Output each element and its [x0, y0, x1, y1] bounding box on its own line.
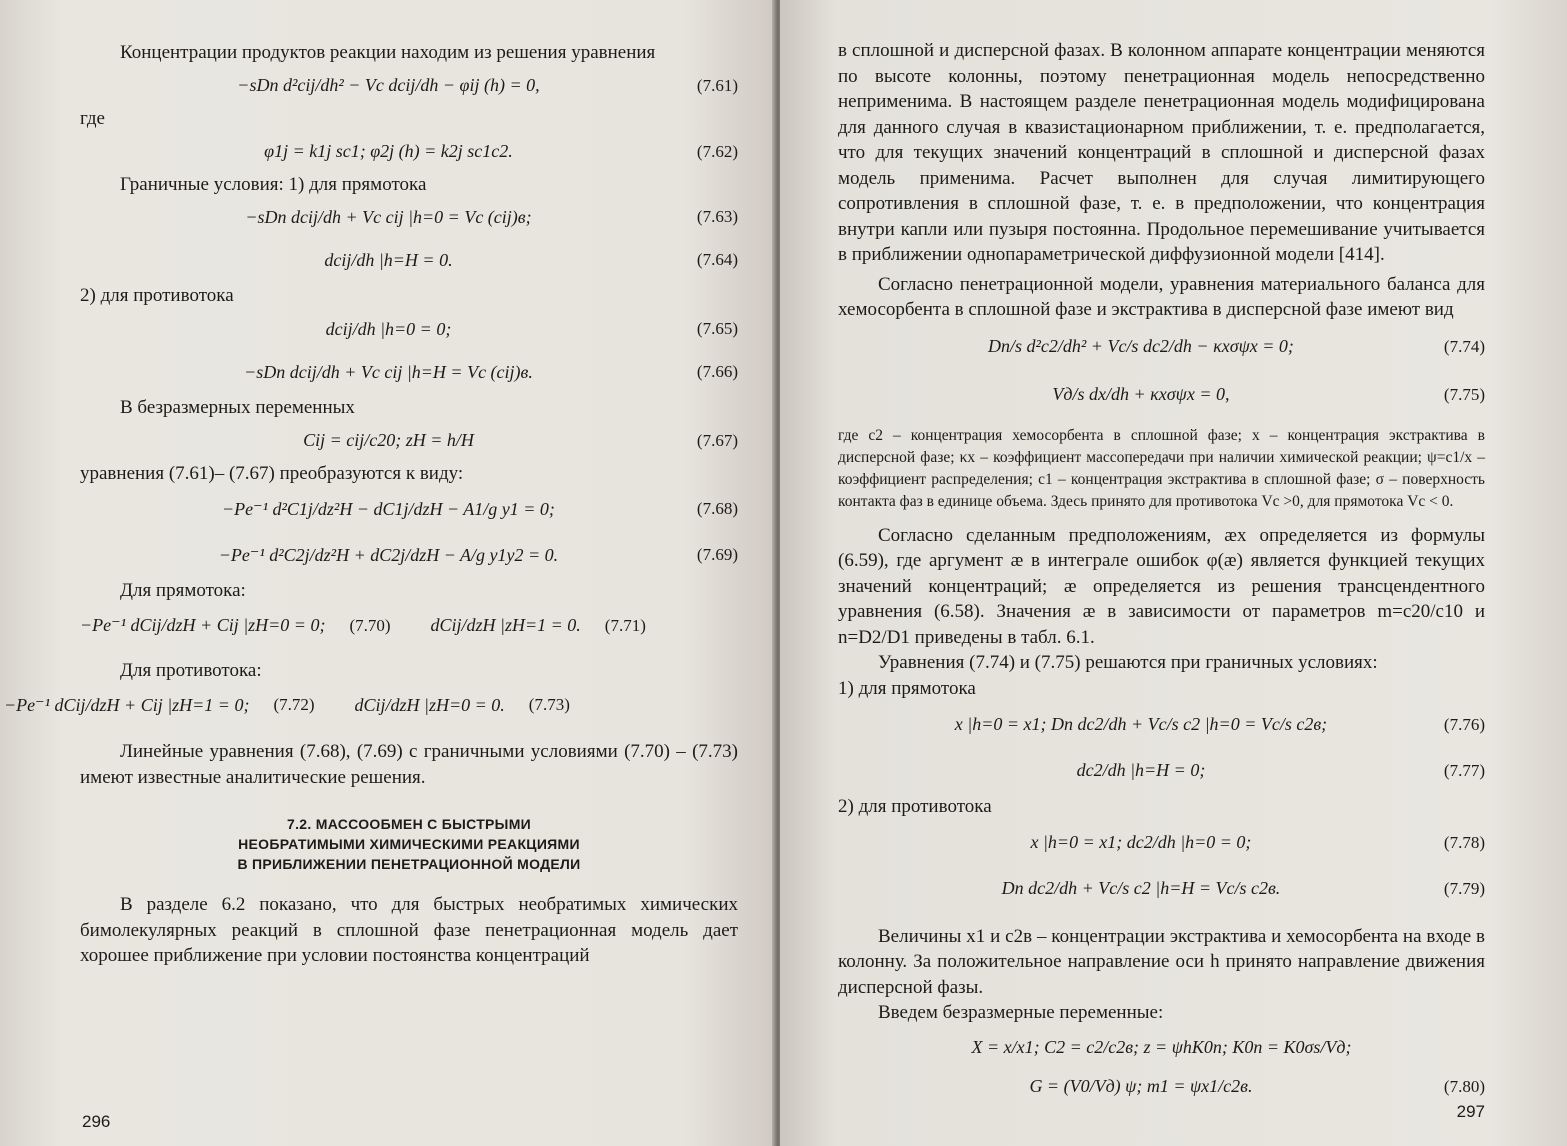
equation-body: −Pe⁻¹ dCij/dzH + Cij |zH=0 = 0;: [80, 615, 326, 635]
equation-7-63: [80, 197, 738, 237]
equation-body: Dп/s d²c2/dh² + Vc/s dc2/dh − κxσψx = 0;: [988, 336, 1294, 356]
equation-7-67: [80, 421, 738, 461]
section-heading: [80, 814, 738, 874]
equation-7-62: [80, 132, 738, 172]
equation-number: (7.73): [528, 695, 570, 714]
page-number: 296: [82, 1112, 111, 1131]
equation-body: −sDп dcij/dh + Vc cij |h=H = Vc (cij)в.: [244, 361, 533, 382]
paragraph: в сплошной и дисперсной фазах. В колонном аппарате концентрации меняются по высоте колонны, поэтому пенетрационная модель непосредственно неприменима. В настоящем разделе пенетрационная модель модифицирована для данного случая в квазистационарном приближении, т. е. предполагается, что для текущих значений концентраций в сплошной и дисперсной фазах модель применима. Расчет выполнен для случая лимитирующего сопротивления в сплошной фазе, т. е. в предположении, что концентрация внутри капли или пузыря постоянна. Продольное перемешивание учитывается в приближении однопараметрической диффузионной модели [414].: [838, 40, 1485, 265]
equation-body: x |h=0 = x1; Dп dc2/dh + Vc/s c2 |h=0 = Vc/s c2в;: [954, 714, 1328, 734]
label-countercurrent: 2) для противотока: [80, 285, 234, 306]
equation-7-79: [838, 866, 1485, 912]
equation-pair-7-72-7-73: [4, 683, 738, 727]
equation-body: x |h=0 = x1; dc2/dh |h=0 = 0;: [1030, 832, 1252, 852]
equation-pair-7-70-7-71: [80, 604, 738, 648]
equation-7-66: [80, 349, 738, 395]
equation-number: (7.76): [1443, 714, 1485, 734]
equation-7-77: [838, 748, 1485, 794]
section-heading-line: НЕОБРАТИМЫМИ ХИМИЧЕСКИМИ РЕАКЦИЯМИ: [238, 836, 580, 852]
paragraph: Граничные условия: 1) для прямотока: [120, 173, 427, 195]
equation-body: −sDп d²cij/dh² − Vc dcij/dh − φij (h) = 0,: [237, 75, 540, 95]
paragraph: Для противотока:: [120, 659, 262, 681]
paragraph: уравнения (7.61)– (7.67) преобразуются к виду:: [80, 462, 464, 484]
equation-number: (7.74): [1443, 336, 1485, 356]
equation-7-75: [838, 371, 1485, 419]
left-page: [0, 0, 776, 1146]
equation-7-69: [80, 532, 738, 578]
equation-body: φ1j = k1j sc1; φ2j (h) = k2j sc1c2.: [264, 141, 513, 161]
equation-body: Vд/s dx/dh + κxσψx = 0,: [1052, 384, 1230, 404]
paragraph: В безразмерных переменных: [120, 397, 355, 418]
equation-body: dCij/dzH |zH=1 = 0.: [430, 615, 581, 635]
equation-7-65: [80, 309, 738, 349]
equation-7-74: [838, 323, 1485, 371]
equation-body: dcij/dh |h=H = 0.: [324, 249, 453, 270]
equation-7-61: [80, 66, 738, 106]
equation-7-76: [838, 702, 1485, 748]
section-heading-line: В ПРИБЛИЖЕНИИ ПЕНЕТРАЦИОННОЙ МОДЕЛИ: [237, 856, 581, 872]
paragraph: Для прямотока:: [120, 580, 246, 601]
equation-body: dcij/dh |h=0 = 0;: [325, 318, 452, 339]
equation-body: −Pe⁻¹ d²C1j/dz²H − dC1j/dzH − A1/g y1 = 0;: [221, 498, 555, 519]
paragraph: Введем безразмерные переменные:: [878, 1002, 1164, 1023]
label-where: где: [80, 107, 105, 129]
equation-number: (7.68): [696, 499, 738, 518]
equation-number: (7.67): [696, 430, 738, 450]
equation-7-80-line1: [838, 1026, 1485, 1070]
equation-number: (7.66): [696, 362, 738, 381]
equation-body: −Pe⁻¹ dCij/dzH + Cij |zH=1 = 0;: [4, 694, 250, 715]
paragraph: Величины x1 и c2в – концентрации экстрактива и хемосорбента на входе в колонну. За положительное направление оси h принято направление движения дисперсной фазы.: [838, 925, 1485, 998]
equation-number: (7.61): [696, 75, 738, 95]
equation-number: (7.77): [1443, 760, 1485, 780]
paragraph: В разделе 6.2 показано, что для быстрых необратимых химических бимолекулярных реакций в сплошной фазе пенетрационная модель дает хорошее приближение при условии постоянства концентраций: [80, 894, 738, 966]
equation-number: (7.62): [696, 141, 738, 161]
equation-number: (7.78): [1443, 832, 1485, 852]
equation-body: dc2/dh |h=H = 0;: [1076, 760, 1206, 780]
equation-7-68: [80, 486, 738, 532]
right-page: [780, 0, 1567, 1146]
equation-number: (7.70): [349, 615, 391, 635]
equation-number: (7.80): [1443, 1076, 1485, 1096]
equation-number: (7.64): [696, 250, 738, 269]
equation-number: (7.79): [1443, 878, 1485, 898]
equation-body: −sDп dcij/dh + Vc cij |h=0 = Vc (cij)в;: [245, 206, 532, 227]
paragraph: Концентрации продуктов реакции находим из решения уравнения: [120, 42, 656, 63]
equation-number: (7.75): [1443, 384, 1485, 404]
page-number: 297: [1456, 1102, 1485, 1121]
equation-7-80-line2: [838, 1070, 1485, 1104]
equation-body: G = (V0/Vд) ψ; m1 = ψx1/c2в.: [1029, 1076, 1253, 1096]
equation-number: (7.69): [696, 545, 738, 564]
equation-number: (7.71): [604, 615, 646, 635]
equation-body: −Pe⁻¹ d²C2j/dz²H + dC2j/dzH − A/g y1y2 = 0.: [218, 544, 559, 565]
section-heading-line: 7.2. МАССООБМЕН С БЫСТРЫМИ: [286, 816, 532, 832]
paragraph: Согласно пенетрационной модели, уравнения материального баланса для хемосорбента в сплошной фазе и экстрактива в дисперсной фазе имеют вид: [838, 273, 1485, 320]
label-forward: 1) для прямотока: [838, 677, 976, 699]
equation-body: Dп dc2/dh + Vc/s c2 |h=H = Vc/s c2в.: [1001, 878, 1281, 898]
label-countercurrent: 2) для противотока: [838, 795, 992, 817]
equation-number: (7.65): [696, 319, 738, 338]
equation-body: dCij/dzH |zH=0 = 0.: [354, 694, 505, 715]
paragraph: Линейные уравнения (7.68), (7.69) с граничными условиями (7.70) – (7.73) имеют известные аналитические решения.: [80, 741, 738, 788]
equation-7-78: [838, 820, 1485, 866]
footnote-definitions: где c2 – концентрация хемосорбента в сплошной фазе; x – концентрация экстрактива в дисперсной фазе; κx – коэффициент массопередачи при наличии химической реакции; ψ=c1/x – коэффициент распределения; c1 – концентрация экстрактива в сплошной фазе; σ – поверхность контакта фаз в единице объема. Здесь принято для противотока Vc >0, для прямотока Vc < 0.: [838, 426, 1485, 510]
paragraph: Согласно сделанным предположениям, æx определяется из формулы (6.59), где аргумент æ в интеграле ошибок φ(æ) является функцией текущих значений концентраций; æ определяется из решения трансцендентного уравнения (6.58). Значения æ в зависимости от параметров m=c20/c10 и n=D2/D1 приведены в табл. 6.1.: [838, 524, 1485, 648]
equation-number: (7.63): [696, 207, 738, 226]
paragraph: Уравнения (7.74) и (7.75) решаются при граничных условиях:: [878, 652, 1378, 673]
equation-body: X = x/x1; C2 = c2/c2в; z = ψhK0п; K0п = K0σs/Vд;: [971, 1037, 1352, 1057]
equation-body: Cij = cij/c20; zH = h/H: [303, 430, 474, 450]
equation-number: (7.72): [273, 695, 315, 714]
equation-7-64: [80, 237, 738, 283]
